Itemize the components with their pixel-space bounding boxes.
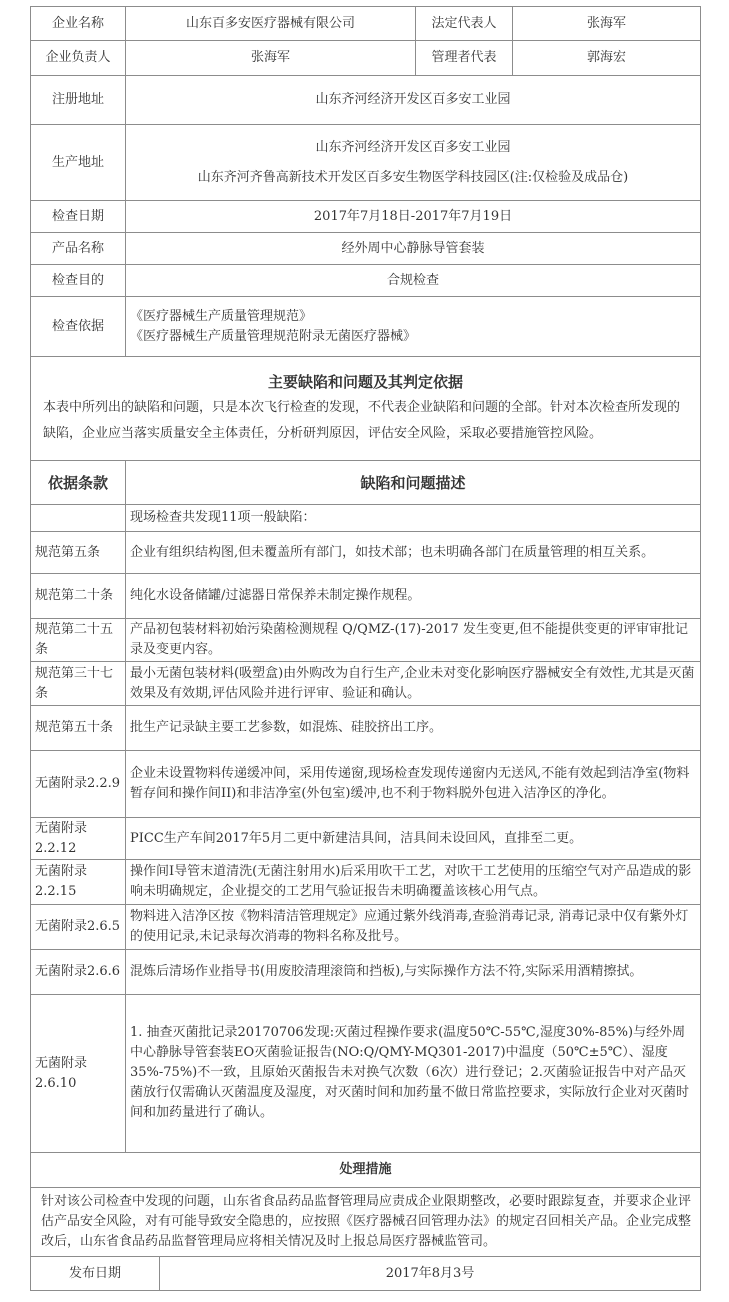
defect-desc: 纯化水设备储罐/过滤器日常保养未制定操作规程。: [126, 574, 701, 619]
defect-basis: 规范第二十五条: [31, 619, 126, 662]
defect-desc-text: 1. 抽查灭菌批记录20170706发现:灭菌过程操作要求(温度50℃-55℃,湿度30%-85%)与经外周中心静脉导管套装EO灭菌验证报告(NO:Q/QMY-MQ301-2017)中温度（50℃±5℃）、湿度35%-75%)不一致，且原始灭菌报告未对换气次数（6次）进行登记；2.灭菌验证报告中对产品灭菌放行仅需确认灭菌温度及湿度，对灭菌时间和加药量不做日常监控要求，实际放行企业对灭菌时间和加药量进行了确认。: [130, 1025, 690, 1120]
defects-table: [30, 460, 701, 1153]
purpose-label: 检查目的: [31, 265, 126, 297]
prod-addr-line1: 山东齐河经济开发区百多安工业园: [315, 139, 511, 155]
defect-desc: 企业有组织结构图,但未覆盖所有部门，如技术部；也未明确各部门在质量管理的相互关系。: [126, 532, 701, 574]
defect-desc: [126, 995, 701, 1153]
prod-addr-label: 生产地址: [31, 125, 126, 201]
notice-text: 本表中所列出的缺陷和问题，只是本次飞行检查的发现，不代表企业缺陷和问题的全部。针对本次检查所发现的缺陷，企业应当落实质量安全主体责任，分析研判原因，评估安全风险，采取必要措施管控风险。: [43, 400, 681, 441]
notice-cell: [31, 357, 701, 461]
prod-addr-line2: 山东齐河齐鲁高新技术开发区百多安生物医学科技园区(注:仅检验及成品仓): [197, 169, 629, 185]
basis-line1: 《医疗器械生产质量管理规范》: [130, 308, 313, 324]
company-value: 山东百多安医疗器械有限公司: [126, 7, 416, 41]
defect-basis: 规范第五条: [31, 532, 126, 574]
defect-basis: 规范第五十条: [31, 706, 126, 751]
summary-basis-cell: [31, 505, 126, 532]
info-table: [30, 6, 701, 461]
product-label: 产品名称: [31, 233, 126, 265]
defect-basis: 规范第三十七条: [31, 662, 126, 706]
date-value: 2017年7月18日-2017年7月19日: [126, 201, 701, 233]
summary-text: 现场检查共发现11项一般缺陷：: [126, 505, 701, 532]
purpose-value: 合规检查: [126, 265, 701, 297]
basis-value: [126, 297, 701, 357]
defect-desc: 物料进入洁净区按《物料清洁管理规定》应通过紫外线消毒,查验消毒记录, 消毒记录中仅有紫外灯的使用记录,未记录每次消毒的物料名称及批号。: [126, 905, 701, 950]
release-label: 发布日期: [31, 1257, 160, 1291]
mgmt-rep-label: 管理者代表: [416, 41, 513, 76]
defect-basis: 无菌附录2.2.9: [31, 751, 126, 818]
defect-desc: 企业未设置物料传递缓冲间，采用传递窗,现场检查发现传递窗内无送风,不能有效起到洁净室(物料暂存间和操作间II)和非洁净室(外包室)缓冲,也不利于物料脱外包进入洁净区的净化。: [126, 751, 701, 818]
mgmt-rep-value: 郭海宏: [513, 41, 701, 76]
defect-desc: 操作间I导管末道清洗(无菌注射用水)后采用吹干工艺，对吹干工艺使用的压缩空气对产品造成的影响未明确规定，企业提交的工艺用气验证报告未明确覆盖该核心用气点。: [126, 860, 701, 905]
defect-basis: 无菌附录2.2.15: [31, 860, 126, 905]
principal-label: 企业负责人: [31, 41, 126, 76]
col-basis-header: 依据条款: [31, 461, 126, 505]
defect-desc: PICC生产车间2017年5月二更中新建洁具间，洁具间未设回风，直排至二更。: [126, 818, 701, 860]
defect-basis: 无菌附录2.6.6: [31, 950, 126, 995]
legal-rep-value: 张海军: [513, 7, 701, 41]
col-desc-header: 缺陷和问题描述: [126, 461, 701, 505]
reg-addr-label: 注册地址: [31, 76, 126, 125]
defect-basis: 无菌附录2.6.10: [31, 995, 126, 1153]
inspection-report: [30, 6, 700, 1291]
measures-table: [30, 1152, 701, 1291]
release-value: 2017年8月3号: [160, 1257, 701, 1291]
basis-line2: 《医疗器械生产质量管理规范附录无菌医疗器械》: [130, 328, 417, 344]
product-value: 经外周中心静脉导管套装: [126, 233, 701, 265]
date-label: 检查日期: [31, 201, 126, 233]
defect-desc: 最小无菌包装材料(吸塑盒)由外购改为自行生产,企业未对变化影响医疗器械安全有效性,尤其是灭菌效果及有效期,评估风险并进行评审、验证和确认。: [126, 662, 701, 706]
defect-basis: 规范第二十条: [31, 574, 126, 619]
prod-addr-value: [126, 125, 701, 201]
company-label: 企业名称: [31, 7, 126, 41]
reg-addr-value: 山东齐河经济开发区百多安工业园: [126, 76, 701, 125]
defect-basis: 无菌附录2.2.12: [31, 818, 126, 860]
defect-desc: 混炼后清场作业指导书(用废胶清理滚筒和挡板),与实际操作方法不符,实际采用酒精擦拭。: [126, 950, 701, 995]
measures-title: 处理措施: [31, 1153, 701, 1188]
basis-label: 检查依据: [31, 297, 126, 357]
measures-text: 针对该公司检查中发现的问题，山东省食品药品监督管理局应责成企业限期整改，必要时跟踪复查，并要求企业评估产品安全风险，对有可能导致安全隐患的，应按照《医疗器械召回管理办法》的规定召回相关产品。企业完成整改后，山东省食品药品监督管理局应将相关情况及时上报总局医疗器械监管司。: [31, 1188, 701, 1257]
defect-desc: 产品初包装材料初始污染菌检测规程 Q/QMZ-(17)-2017 发生变更,但不能提供变更的评审审批记录及变更内容。: [126, 619, 701, 662]
defect-basis: 无菌附录2.6.5: [31, 905, 126, 950]
defect-desc: 批生产记录缺主要工艺参数，如混炼、硅胶挤出工序。: [126, 706, 701, 751]
notice-title: 主要缺陷和问题及其判定依据: [267, 373, 463, 391]
legal-rep-label: 法定代表人: [416, 7, 513, 41]
principal-value: 张海军: [126, 41, 416, 76]
